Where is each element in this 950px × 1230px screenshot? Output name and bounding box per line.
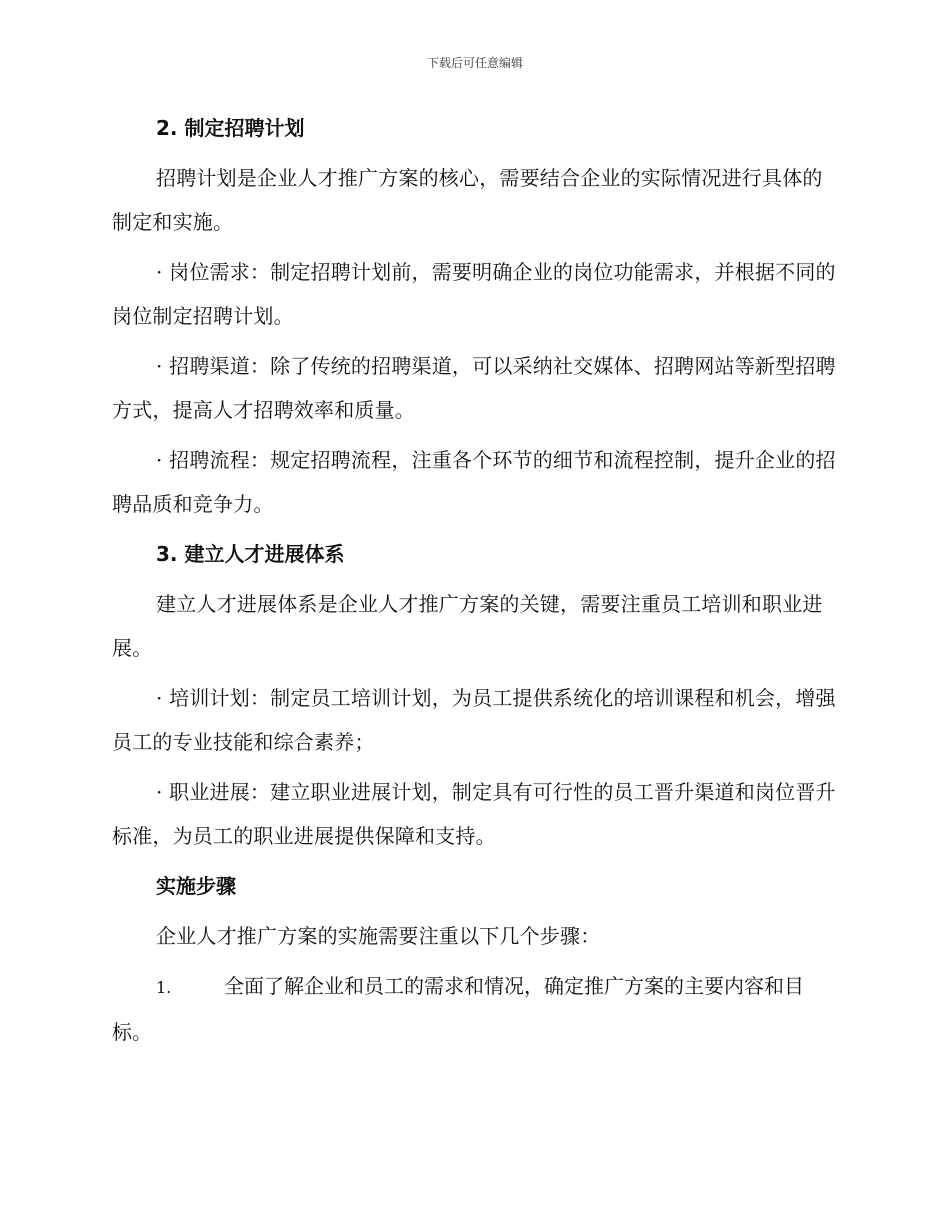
step-number: 1.	[156, 978, 172, 997]
document-body	[112, 106, 840, 1054]
recruitment-plan-intro: 招聘计划是企业人才推广方案的核心，需要结合企业的实际情况进行具体的制定和实施。	[112, 166, 823, 234]
talent-development-intro: 建立人才进展体系是企业人才推广方案的关键，需要注重员工培训和职业进展。	[112, 592, 823, 660]
step-text: 全面了解企业和员工的需求和情况，确定推广方案的主要内容和目标。	[112, 974, 804, 1044]
section-heading-recruitment-plan: 2. 制定招聘计划	[156, 116, 305, 140]
section-heading-talent-development: 3. 建立人才进展体系	[156, 542, 345, 566]
bullet-recruitment-channel: · 招聘渠道：除了传统的招聘渠道，可以采纳社交媒体、招聘网站等新型招聘方式，提高人才招聘效率和质量。	[112, 354, 836, 422]
page-header: 下载后可任意编辑	[426, 56, 523, 70]
bullet-position-demand: · 岗位需求：制定招聘计划前，需要明确企业的岗位功能需求，并根据不同的岗位制定招聘计划。	[112, 260, 836, 328]
bullet-training-plan: · 培训计划：制定员工培训计划，为员工提供系统化的培训课程和机会，增强员工的专业技能和综合素养；	[112, 686, 836, 754]
implementation-step-1	[112, 964, 840, 1054]
section-heading-implementation: 实施步骤	[156, 874, 236, 898]
bullet-career-development: · 职业进展：建立职业进展计划，制定具有可行性的员工晋升渠道和岗位晋升标准，为员工的职业进展提供保障和支持。	[112, 780, 836, 848]
bullet-recruitment-process: · 招聘流程：规定招聘流程，注重各个环节的细节和流程控制，提升企业的招聘品质和竞争力。	[112, 448, 836, 516]
implementation-intro: 企业人才推广方案的实施需要注重以下几个步骤：	[156, 924, 601, 948]
